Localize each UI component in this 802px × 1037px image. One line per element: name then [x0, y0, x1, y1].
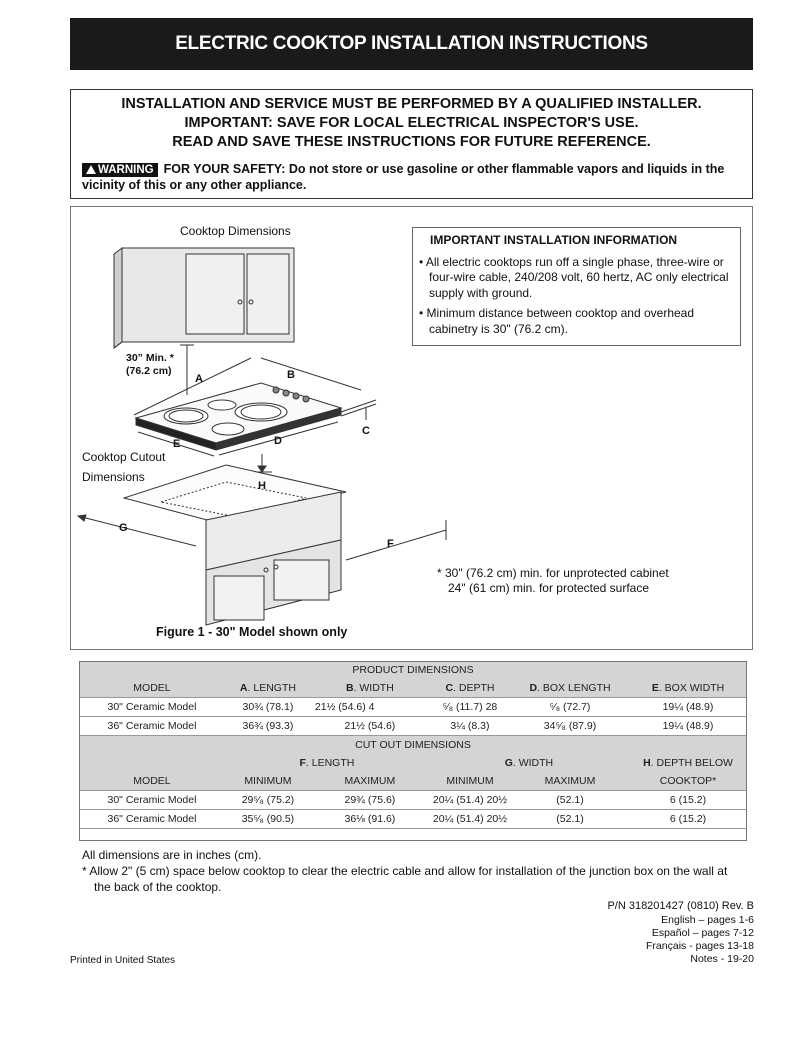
- lang-francais: Français - pages 13-18: [646, 940, 754, 952]
- lang-espanol: Español – pages 7-12: [651, 927, 754, 939]
- col-a-letter: A: [239, 682, 248, 694]
- col-h: [629, 754, 747, 772]
- cell-e: 19¼ (48.9): [629, 698, 747, 717]
- dimension-a: A: [195, 373, 203, 385]
- safety-box: [70, 89, 753, 199]
- table-row: [79, 717, 747, 736]
- table-row: [79, 810, 747, 829]
- cell-g-max: (52.1): [511, 791, 629, 810]
- safety-headline: [71, 95, 752, 152]
- col-b-text: . WIDTH: [353, 682, 394, 694]
- info-bullet-1: • All electric cooktops run off a single phase, three-wire or four-wire cable, 240/208 volt, 60 hertz, AC only electrical supply with ground.: [419, 254, 729, 300]
- col-model: MODEL: [79, 679, 225, 698]
- cutout-dimensions-title: CUT OUT DIMENSIONS: [79, 736, 747, 755]
- col-g-letter: G: [504, 757, 513, 769]
- col-h-text: . DEPTH BELOW: [650, 757, 733, 769]
- product-header-row: [79, 679, 747, 698]
- cell-b: 21½ (54.6): [311, 717, 429, 736]
- cell-model: 30" Ceramic Model: [79, 791, 225, 810]
- cell-g-max-a: 20½: [486, 813, 508, 825]
- dimension-e: E: [173, 438, 181, 450]
- cell-g-min: [429, 810, 511, 829]
- cell-f-max: 29¾ (75.6): [311, 791, 429, 810]
- info-bullet-2: • Minimum distance between cooktop and overhead cabinetry is 30" (76.2 cm).: [419, 306, 695, 336]
- col-f: [225, 754, 429, 772]
- col-g: [429, 754, 629, 772]
- cell-b: [311, 698, 429, 717]
- cell-b-value: 21½ (54.6): [314, 701, 366, 713]
- col-e-text: . BOX WIDTH: [658, 682, 725, 694]
- col-b: [311, 679, 429, 698]
- warning-statement: [82, 161, 737, 193]
- col-c-letter: C: [445, 682, 454, 694]
- safety-line-3: READ AND SAVE THESE INSTRUCTIONS FOR FUTURE REFERENCE.: [172, 134, 651, 150]
- cell-f-min: 35⁵⁄₈ (90.5): [225, 810, 311, 829]
- col-e-letter: E: [651, 682, 659, 694]
- printed-in: Printed in United States: [70, 955, 176, 966]
- language-pages: [646, 914, 754, 966]
- figure-caption: Figure 1 - 30" Model shown only: [156, 625, 348, 639]
- cell-f-max: 36⅛ (91.6): [311, 810, 429, 829]
- cell-g-min: [429, 791, 511, 810]
- cutout-label: [82, 447, 165, 487]
- col-a: [225, 679, 311, 698]
- warning-icon: [86, 165, 96, 174]
- dimension-d: D: [274, 435, 282, 447]
- figure-note-line-1: * 30" (76.2 cm) min. for unprotected cabinet: [437, 566, 669, 580]
- cell-c: [429, 698, 511, 717]
- col-a-text: . LENGTH: [247, 682, 296, 694]
- cell-g-max-a: 20½: [486, 794, 508, 806]
- footer-note-2: * Allow 2" (5 cm) space below cooktop to clear the electric cable and allow for installation of the junction box on the wall at the back of the cooktop.: [82, 864, 728, 894]
- cell-f-min: 29⁵⁄₈ (75.2): [225, 791, 311, 810]
- lang-notes: Notes - 19-20: [690, 953, 754, 965]
- table-row: [79, 698, 747, 717]
- dimensions-table: [79, 661, 747, 829]
- table-row: [79, 791, 747, 810]
- dimension-g: G: [119, 522, 128, 534]
- page-title: [70, 18, 753, 70]
- lang-english: English – pages 1-6: [661, 914, 754, 926]
- col-d-text: . BOX LENGTH: [537, 682, 611, 694]
- safety-line-1: INSTALLATION AND SERVICE MUST BE PERFORMED BY A QUALIFIED INSTALLER.: [121, 96, 702, 112]
- col-f-text: . LENGTH: [305, 757, 355, 769]
- col-g-min: MINIMUM: [429, 772, 511, 791]
- dimension-f: F: [387, 538, 394, 550]
- cutout-label-line-1: Cooktop Cutout: [82, 450, 166, 464]
- col-h-letter: H: [643, 757, 651, 769]
- footer-notes: [82, 847, 742, 895]
- figure-note-line-2: 24" (61 cm) min. for protected surface: [448, 581, 650, 595]
- cell-c: 3¼ (8.3): [429, 717, 511, 736]
- cell-model: 36" Ceramic Model: [79, 717, 225, 736]
- cutout-header-row-1: [79, 754, 747, 772]
- cell-b-extra: 4: [368, 701, 375, 713]
- page-title-text: ELECTRIC COOKTOP INSTALLATION INSTRUCTIONS: [175, 33, 648, 54]
- cell-g-min-value: 20¼ (51.4): [432, 813, 484, 825]
- upper-cabinet: [114, 248, 294, 348]
- cell-model: 30" Ceramic Model: [79, 698, 225, 717]
- info-title: IMPORTANT INSTALLATION INFORMATION: [430, 233, 678, 247]
- cell-g-min-value: 20¼ (51.4): [432, 794, 484, 806]
- col-d-letter: D: [529, 682, 538, 694]
- col-g-max: MAXIMUM: [511, 772, 629, 791]
- min-distance-label: [126, 352, 174, 378]
- dimension-c: C: [362, 425, 370, 437]
- dimension-b: B: [287, 369, 295, 381]
- min-label-line-2: (76.2 cm): [126, 365, 172, 377]
- installation-info-box: [412, 227, 741, 346]
- cell-g-max: (52.1): [511, 810, 629, 829]
- safety-line-2: IMPORTANT: SAVE FOR LOCAL ELECTRICAL INSPECTOR'S USE.: [184, 115, 639, 131]
- cutout-header-row-2: [79, 772, 747, 791]
- warning-text: FOR YOUR SAFETY: Do not store or use gasoline or other flammable vapors and liquids in the vicinity of this or any other appliance.: [82, 162, 725, 192]
- col-d: [511, 679, 629, 698]
- product-dimensions-title: PRODUCT DIMENSIONS: [79, 661, 747, 679]
- figure-note: [437, 566, 669, 596]
- cooktop-illustration: [76, 240, 456, 640]
- col-c: [429, 679, 511, 698]
- col-e: [629, 679, 747, 698]
- col-f-letter: F: [299, 757, 306, 769]
- col-b-letter: B: [345, 682, 354, 694]
- cutout-label-line-2: Dimensions: [82, 470, 145, 484]
- col-g-text: . WIDTH: [512, 757, 554, 769]
- col-c-text: . DEPTH: [453, 682, 495, 694]
- warning-label: WARNING: [98, 164, 154, 176]
- cell-h: 6 (15.2): [629, 810, 747, 829]
- cell-h: 6 (15.2): [629, 791, 747, 810]
- warning-badge: [82, 163, 158, 177]
- cell-model: 36" Ceramic Model: [79, 810, 225, 829]
- col-cutout-model: MODEL: [79, 772, 225, 791]
- col-f-max: MAXIMUM: [311, 772, 429, 791]
- col-f-min: MINIMUM: [225, 772, 311, 791]
- cell-e: 19¼ (48.9): [629, 717, 747, 736]
- footer-note-1: All dimensions are in inches (cm).: [82, 848, 262, 862]
- cell-a: 36¾ (93.3): [225, 717, 311, 736]
- cell-d: 34⁵⁄₈ (87.9): [511, 717, 629, 736]
- cell-a: 30¾ (78.1): [225, 698, 311, 717]
- cell-d: ⁵⁄₈ (72.7): [511, 698, 629, 717]
- min-label-line-1: 30” Min. *: [126, 352, 174, 364]
- dimension-h: H: [258, 480, 266, 492]
- cooktop-unit: [136, 383, 341, 450]
- part-number: P/N 318201427 (0810) Rev. B: [607, 900, 754, 912]
- col-h-cooktop: COOKTOP*: [629, 772, 747, 791]
- cooktop-dimensions-label: Cooktop Dimensions: [180, 224, 291, 238]
- base-cabinet: [124, 465, 346, 625]
- cell-c-extra: 28: [485, 701, 498, 713]
- cell-c-value: ⁵⁄₈ (11.7): [442, 701, 483, 713]
